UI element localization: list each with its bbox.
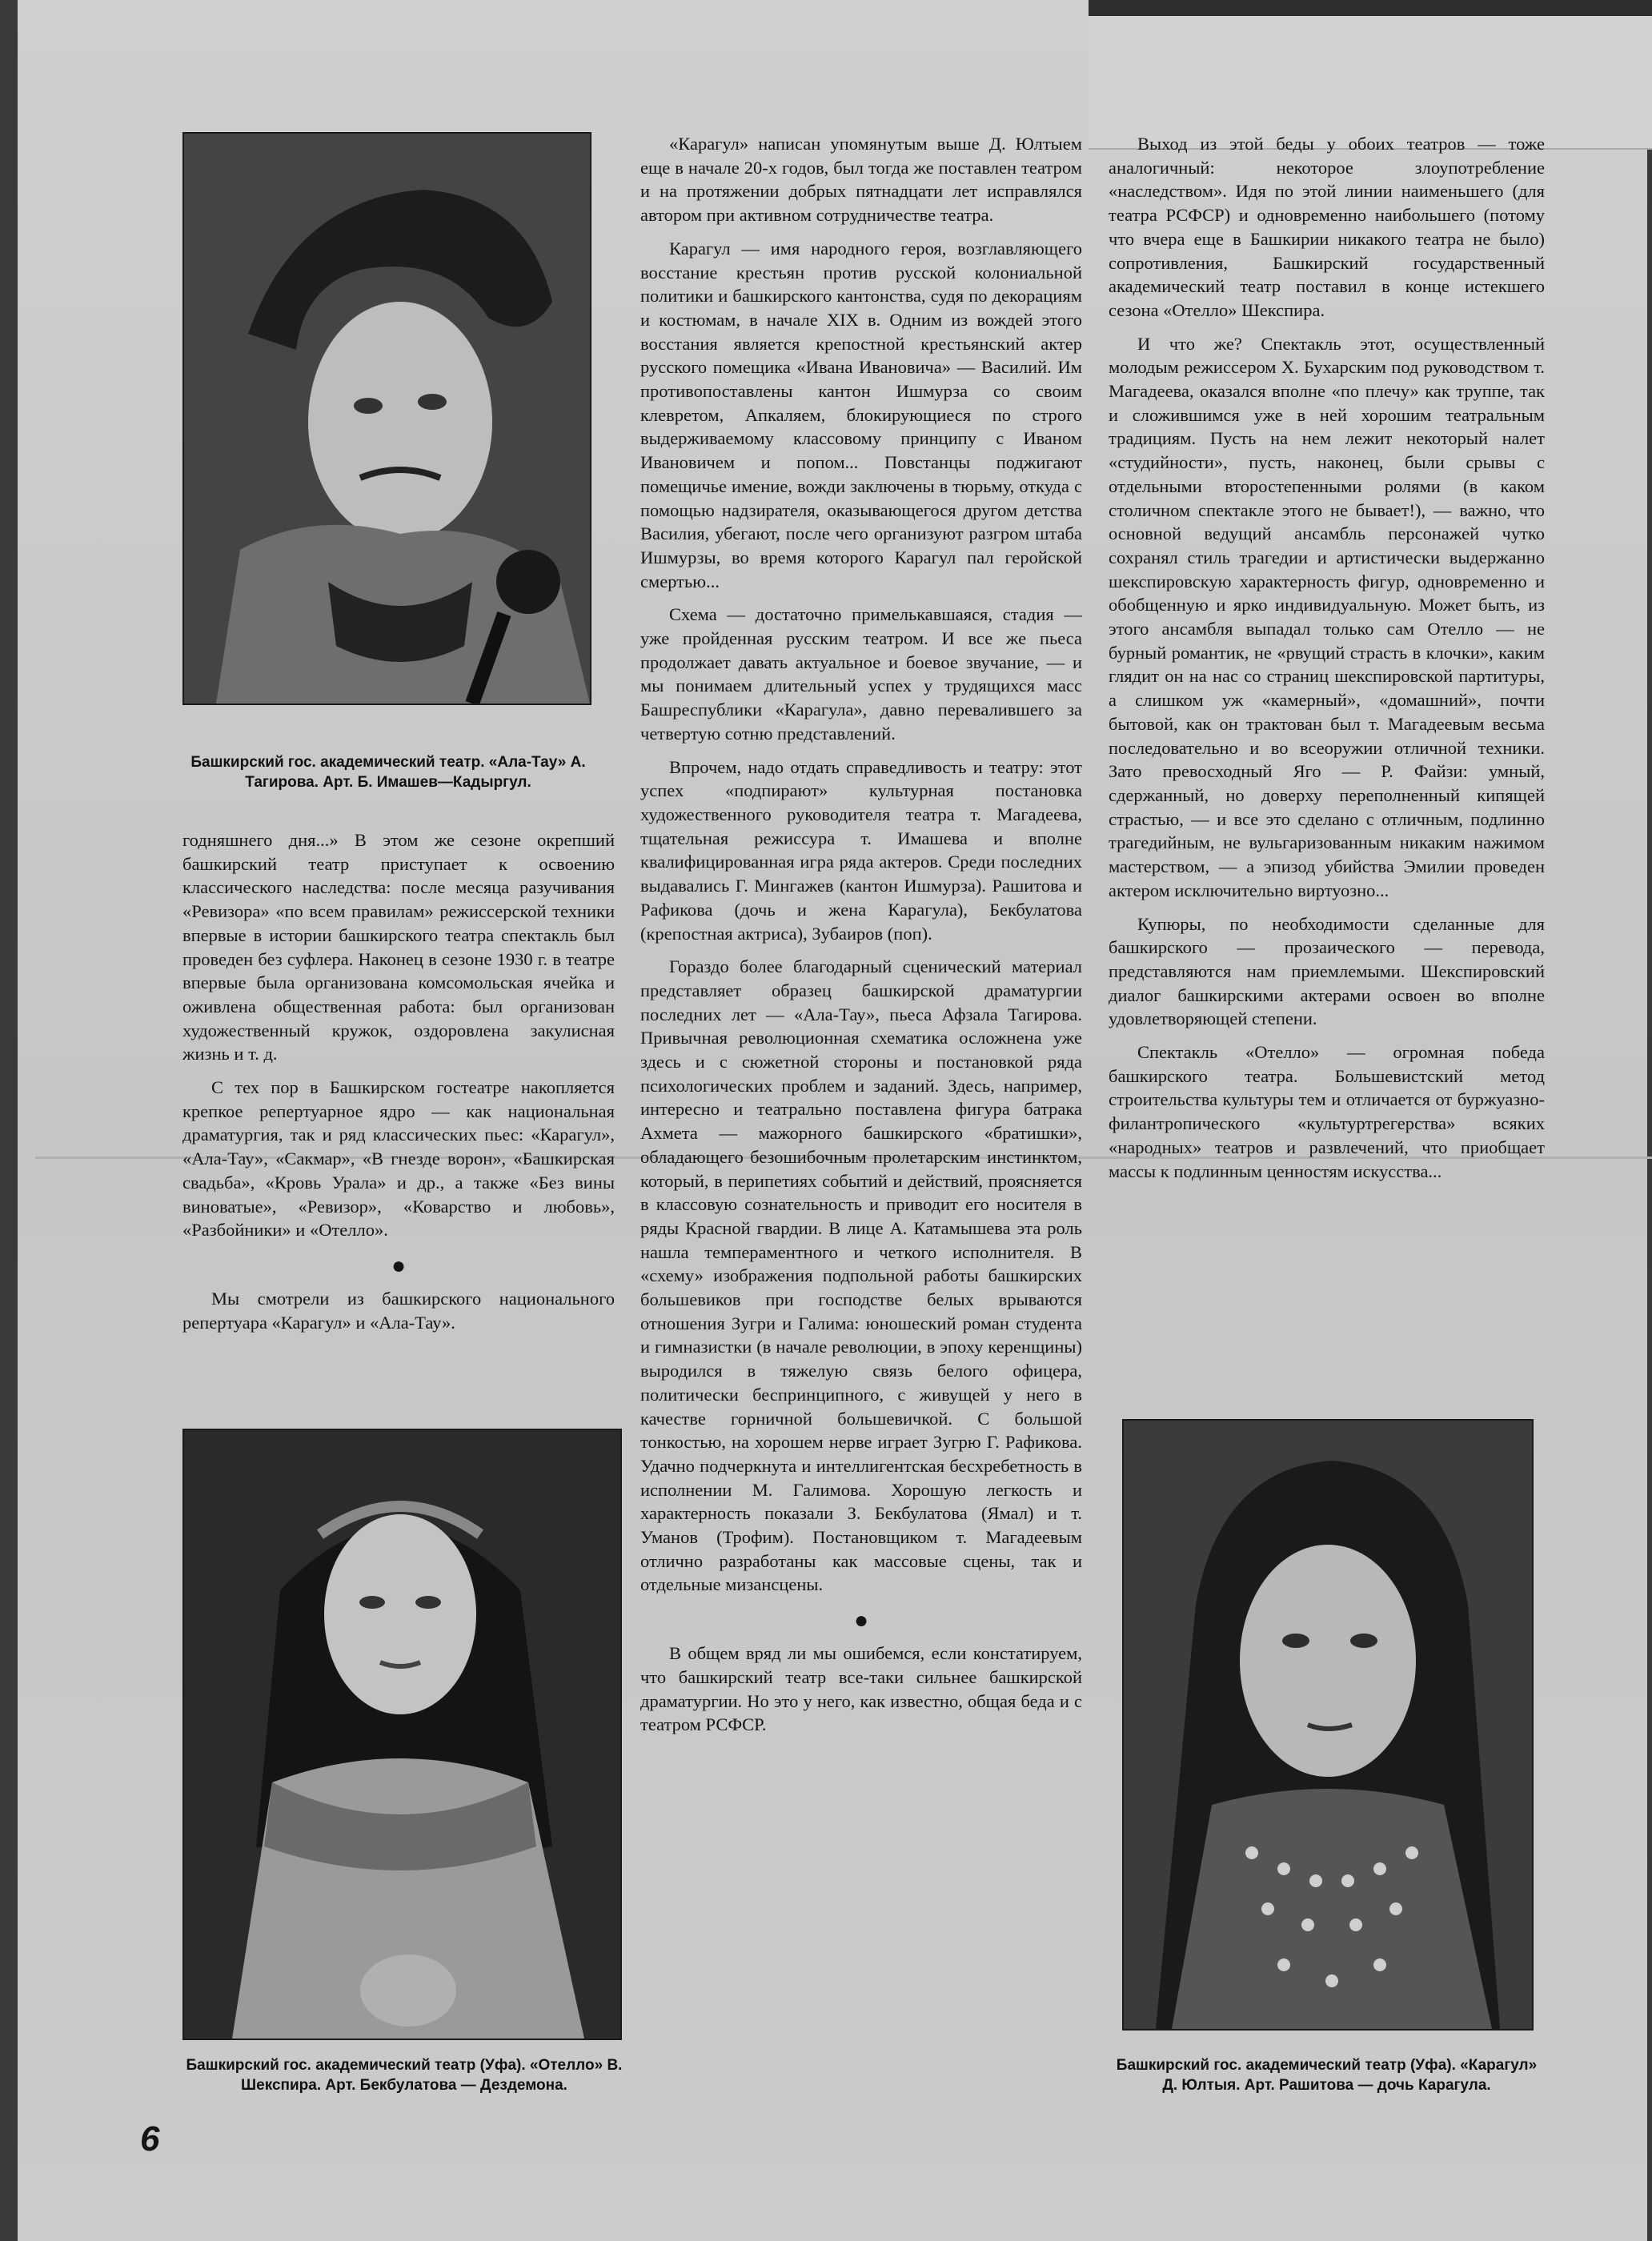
page-number: 6 xyxy=(140,2119,160,2159)
column-2-text xyxy=(640,132,1082,1746)
col2-paragraph-3: Схема — достаточно примелькавшаяся, стадия — уже пройденная русским театром. И все же пьеса продолжает давать актуальное и боевое звучание, — и мы понимаем длительный успех у трудящихся масс Башреспублики «Карагула», давно перевалившего за четвертую сотню представлений. xyxy=(640,604,1082,744)
section-bullet: ● xyxy=(853,1607,869,1634)
photo-rashitova xyxy=(1122,1419,1534,2031)
col2-paragraph-5: Гораздо более благодарный сценический материал представляет образец башкирской драматургии последних лет — «Ала-Тау», пьеса Афзала Тагирова. Привычная революционная схематика осложнена уже здесь и с сюжетной стороны и постановкой ряда психологических проблем и заданий. Здесь, например, интересно и театрально поставлена фигура батрака Ахмета — мажорного башкирского «братишки», обладающего безошибочным пролетарским инстинктом, который, в перипетиях событий и действий, проясняется в классовую сознательность и приводит его носителя в ряды Красной гвардии. В лице А. Катамышева эта роль нашла темпераментного и четкого исполнителя. В «схему» изображения подпольной работы башкирских большевиков при господстве белых врываются отношения Зугри и Галима: юношеский роман студента и гимназистки (в начале революции, в эпоху керенщины) выродился в тяжелую связь белого офицера, политически беспринципного, с живущей у него в качестве горничной большевичкой. С большой тонкостью, на хорошем нерве играет Зугрю Г. Рафикова. Удачно подчеркнута и интеллигентская бесхребетность в исполнении М. Галимова. Хорошую легкость и характерность показали З. Бекбулатова (Ямал) и т. Уманов (Трофим). Постановщиком т. Магадеевым отлично разработаны как массовые сцены, так и отдельные мизансцены. xyxy=(640,956,1082,1595)
caption-photo1: Башкирский гос. академический театр. «Ала-Тау» А. Тагирова. Арт. Б. Имашев—Кадыргул. xyxy=(190,754,586,791)
photo-desdemona xyxy=(182,1429,622,2040)
paper-overlay xyxy=(1089,16,1652,150)
col2-paragraph-1: «Карагул» написан упомянутым выше Д. Юлтыем еще в начале 20-х годов, был тогда же поставлен театром и на протяжении добрых пятнадцати лет исправлялся автором при активном сотрудничестве театра. xyxy=(640,134,1082,226)
col2-paragraph-6: В общем вряд ли мы ошибемся, если констатируем, что башкирский театр все-таки сильнее башкирской драматургии. Но это у него, как известно, общая беда и с театром РСФСР. xyxy=(640,1643,1082,1735)
scan-edge xyxy=(1089,0,1652,16)
col1-paragraph-1: годняшнего дня...» В этом же сезоне окрепший башкирский театр приступает к освоению классического наследства: после месяца разучивания «Ревизора» «по всем правилам» режиссерской техники впервые в истории башкирского театра спектакль был проведен без суфлера. Наконец в сезоне 1930 г. в театре впервые была организована комсомольская ячейка и оживлена общественная работа: был организован художественный кружок, оздоровлена закулисная жизнь и т. д. xyxy=(182,830,615,1064)
col2-paragraph-4: Впрочем, надо отдать справедливость и театру: этот успех «подпирают» культурная постановка художественного руководителя театра т. Магадеева, тщательная режиссура т. Имашева и вполне квалифицированная игра ряда актеров. Среди последних выдавались Г. Мингажев (кантон Ишмурза). Рашитова и Рафикова (дочь и жена Карагула), Бекбулатова (крепостная актриса), Зубаиров (поп). xyxy=(640,756,1082,944)
col1-paragraph-3: Мы смотрели из башкирского национального репертуара «Карагул» и «Ала-Тау». xyxy=(182,1288,615,1333)
col2-paragraph-2: Карагул — имя народного героя, возглавляющего восстание крестьян против русской колониальной политики и башкирского кантонства, судя по декорациям и костюмам, в начале XIX в. Одним из вождей этого восстания является крепостной крестьянский актер русского помещика «Ивана Ивановича» — Василий. Им противопоставлены кантон Ишмурза со своим клевретом, Апкаляем, блокирующиеся по строго выдерживаемому классовому принципу с Иваном Ивановичем и попом... Повстанцы поджигают помещичье имение, вожди заключены в тюрьму, откуда с помощью надзирателя, оказывающегося другом детства Василия, убегают, после чего организуют разгром штаба Ишмурзы, во время которого Карагул пал геройской смертью... xyxy=(640,238,1082,591)
caption-photo3: Башкирский гос. академический театр (Уфа). «Карагул» Д. Юлтыя. Арт. Рашитова — дочь Карагула. xyxy=(1116,2057,1538,2094)
col3-paragraph-2: И что же? Спектакль этот, осуществленный молодым режиссером Х. Бухарским под руководством т. Магадеева, оказался вполне «по плечу» как труппе, так и сложившимся уже в ней хорошим театральным традициям. Пусть на нем лежит некоторый налет «студийности», пусть, наконец, были срывы с отдельными второстепенными ролями (в каком столичном спектакле этого не бывает!), — важно, что основной ведущий ансамбль персонажей чутко сохранял стиль трагедии и артистически выдержанно шекспировскую характерность фигур, одновременно и обобщенную и ярко индивидуальную. Может быть, из этого ансамбля выпадал только сам Отелло — не бурный романтик, не «рвущий страсть в клочки», каким глядит он на нас со страниц шекспировской партитуры, а слишком уж «камерный», «домашний», почти бытовой, как он трактован был т. Магадеевым весьма последовательно и во всеоружии отличной техники. Зато превосходный Яго — Р. Файзи: умный, сдержанный, но доверху переполненный кипящей страстью, — и все это сделано с отличным, подлинно трагедийным, не вульгаризованным никаким нажимом мастерством, — а эпизод убийства Эмилии проведен актером исключительно виртуозно... xyxy=(1109,333,1545,900)
column-3-text xyxy=(1109,132,1545,1193)
photo-kadyrgul xyxy=(182,132,591,705)
col3-paragraph-1: Выход из этой беды у обоих театров — тоже аналогичный: некоторое злоупотребление «наследством». Идя по этой линии наименьшего (для театра РСФСР) и одновременно наибольшего (потому что вчера еще в Башкирии никакого театра не было) сопротивления, Башкирский государственный академический театр поставил в конце истекшего сезона «Отелло» Шекспира. xyxy=(1109,134,1545,320)
caption-photo2: Башкирский гос. академический театр (Уфа). «Отелло» В. Шекспира. Арт. Бекбулатова — Дездемона. xyxy=(186,2057,623,2094)
col1-paragraph-2: С тех пор в Башкирском гостеатре накопляется крепкое репертуарное ядро — как национальная драматургия, так и ряд классических пьес: «Карагул», «Ала-Тау», «Сакмар», «В гнезде ворон», «Башкирская свадьба», «Кровь Урала» и др., а также «Без вины виноватые», «Ревизор», «Коварство и любовь», «Разбойники» и «Отелло». xyxy=(182,1077,615,1241)
col3-paragraph-3: Купюры, по необходимости сделанные для башкирского — прозаического — перевода, представляются нам приемлемыми. Шекспировский диалог башкирскими актерами освоен во вполне удовлетворяющей степени. xyxy=(1109,913,1545,1029)
column-1-text xyxy=(182,828,615,1344)
section-bullet: ● xyxy=(391,1252,407,1279)
col3-paragraph-4: Спектакль «Отелло» — огромная победа башкирского театра. Большевистский метод строительства культуры тем и отличается от буржуазно-филантропического «культуртрегерства» всяких «народных» театров и развлечений, что приобщает массы к подлинным ценностям искусства... xyxy=(1109,1042,1545,1181)
